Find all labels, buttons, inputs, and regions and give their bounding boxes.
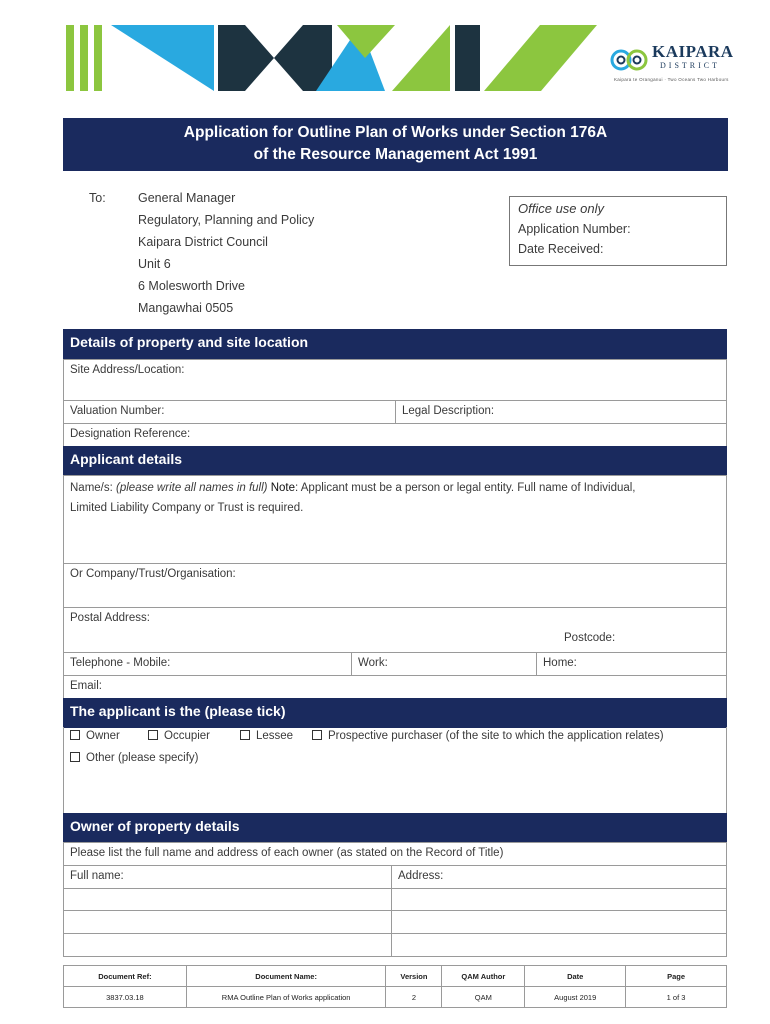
- home-phone-field[interactable]: [536, 652, 727, 676]
- postcode-label: Postcode:: [564, 632, 616, 644]
- occupier-checkbox[interactable]: [148, 730, 158, 740]
- occupier-option[interactable]: [148, 730, 210, 742]
- office-use-box: [509, 196, 727, 266]
- owner-name-input[interactable]: [63, 910, 392, 934]
- lessee-label: Lessee: [256, 730, 294, 742]
- application-number-label: Application Number:: [518, 222, 631, 236]
- work-phone-label: Work:: [358, 657, 388, 669]
- other-option[interactable]: [70, 752, 199, 764]
- owner-address-input[interactable]: [391, 910, 727, 934]
- site-address-label: Site Address/Location:: [70, 364, 185, 376]
- footer-value-cell: 3837.03.18: [64, 987, 187, 1008]
- postal-address-label: Postal Address:: [70, 612, 150, 624]
- owner-instruction: Please list the full name and address of each owner (as stated on the Record of Title): [70, 847, 504, 859]
- occupier-label: Occupier: [164, 730, 211, 742]
- to-label: To:: [89, 191, 106, 205]
- owner-name-input[interactable]: [63, 933, 392, 957]
- footer-value-cell: 2: [386, 987, 442, 1008]
- address-line: General Manager: [138, 191, 236, 205]
- other-checkbox[interactable]: [70, 752, 80, 762]
- logo-sub: DISTRICT: [660, 61, 720, 70]
- designation-reference-label: Designation Reference:: [70, 428, 191, 440]
- designation-reference-field[interactable]: [63, 423, 727, 447]
- owner-label: Owner: [86, 730, 120, 742]
- footer-header-row: [64, 966, 727, 987]
- footer-header-cell: Document Ref:: [64, 966, 187, 987]
- valuation-number-label: Valuation Number:: [70, 405, 165, 417]
- applicant-type-heading: The applicant is the (please tick): [63, 698, 727, 728]
- names-instruction: (please write all names in full): [116, 482, 268, 494]
- company-field[interactable]: [63, 563, 727, 608]
- office-use-title: Office use only: [518, 201, 604, 216]
- owner-instruction-row: [63, 842, 727, 866]
- other-label: Other (please specify): [86, 752, 199, 764]
- address-line: Mangawhai 0505: [138, 301, 234, 315]
- address-line: Kaipara District Council: [138, 235, 268, 249]
- address-line: Unit 6: [138, 257, 171, 271]
- prospective-purchaser-label: Prospective purchaser (of the site to which the application relates): [328, 730, 664, 742]
- owner-address-header: [391, 865, 727, 889]
- lessee-checkbox[interactable]: [240, 730, 250, 740]
- company-label: Or Company/Trust/Organisation:: [70, 568, 236, 580]
- email-label: Email:: [70, 680, 102, 692]
- document-title: [63, 118, 728, 171]
- names-note-text: : Applicant must be a person or legal entity. Full name of Individual,: [295, 482, 636, 494]
- prospective-purchaser-checkbox[interactable]: [312, 730, 322, 740]
- document-footer-table: [63, 965, 727, 1008]
- footer-value-cell: 1 of 3: [626, 987, 727, 1008]
- applicant-section-heading: Applicant details: [63, 446, 727, 476]
- kaipara-logo-icon: [610, 46, 650, 74]
- postal-address-field[interactable]: [63, 607, 727, 653]
- owner-address-input[interactable]: [391, 933, 727, 957]
- title-line-1: Application for Outline Plan of Works under Section 176A: [183, 124, 608, 141]
- work-phone-field[interactable]: [351, 652, 537, 676]
- property-section-heading: Details of property and site location: [63, 329, 727, 359]
- names-note-line2: Limited Liability Company or Trust is required.: [70, 502, 304, 514]
- kaipara-logo: [608, 42, 733, 86]
- legal-description-label: Legal Description:: [402, 405, 495, 417]
- full-name-label: Full name:: [70, 870, 124, 882]
- date-received-label: Date Received:: [518, 242, 604, 256]
- site-address-field[interactable]: [63, 359, 727, 401]
- footer-value-cell: RMA Outline Plan of Works application: [186, 987, 386, 1008]
- owner-option[interactable]: [70, 730, 120, 742]
- footer-header-cell: QAM Author: [442, 966, 525, 987]
- owner-section-heading: Owner of property details: [63, 813, 727, 843]
- names-note-label: Note: [267, 482, 295, 494]
- footer-header-cell: Version: [386, 966, 442, 987]
- title-line-2: of the Resource Management Act 1991: [253, 146, 538, 163]
- address-line: 6 Molesworth Drive: [138, 279, 245, 293]
- footer-value-cell: QAM: [442, 987, 525, 1008]
- logo-name: KAIPARA: [652, 42, 734, 61]
- lessee-option[interactable]: [240, 730, 293, 742]
- email-field[interactable]: [63, 675, 727, 699]
- footer-header-cell: Page: [626, 966, 727, 987]
- names-label: Name/s:: [70, 482, 117, 494]
- footer-value-row: [64, 987, 727, 1008]
- footer-header-cell: Document Name:: [186, 966, 386, 987]
- valuation-number-field[interactable]: [63, 400, 396, 424]
- mobile-label: Telephone - Mobile:: [70, 657, 171, 669]
- home-phone-label: Home:: [543, 657, 577, 669]
- owner-checkbox[interactable]: [70, 730, 80, 740]
- logo-tagline: Kaipara te Oranganui · Two Oceans Two Harbours: [614, 77, 729, 82]
- full-name-header: [63, 865, 392, 889]
- prospective-purchaser-option[interactable]: [312, 730, 664, 742]
- footer-header-cell: Date: [525, 966, 626, 987]
- applicant-names-field[interactable]: [63, 475, 727, 564]
- address-line: Regulatory, Planning and Policy: [138, 213, 315, 227]
- legal-description-field[interactable]: [395, 400, 727, 424]
- owner-address-label: Address:: [398, 870, 444, 882]
- mobile-field[interactable]: [63, 652, 352, 676]
- owner-name-input[interactable]: [63, 888, 392, 911]
- owner-address-input[interactable]: [391, 888, 727, 911]
- footer-value-cell: August 2019: [525, 987, 626, 1008]
